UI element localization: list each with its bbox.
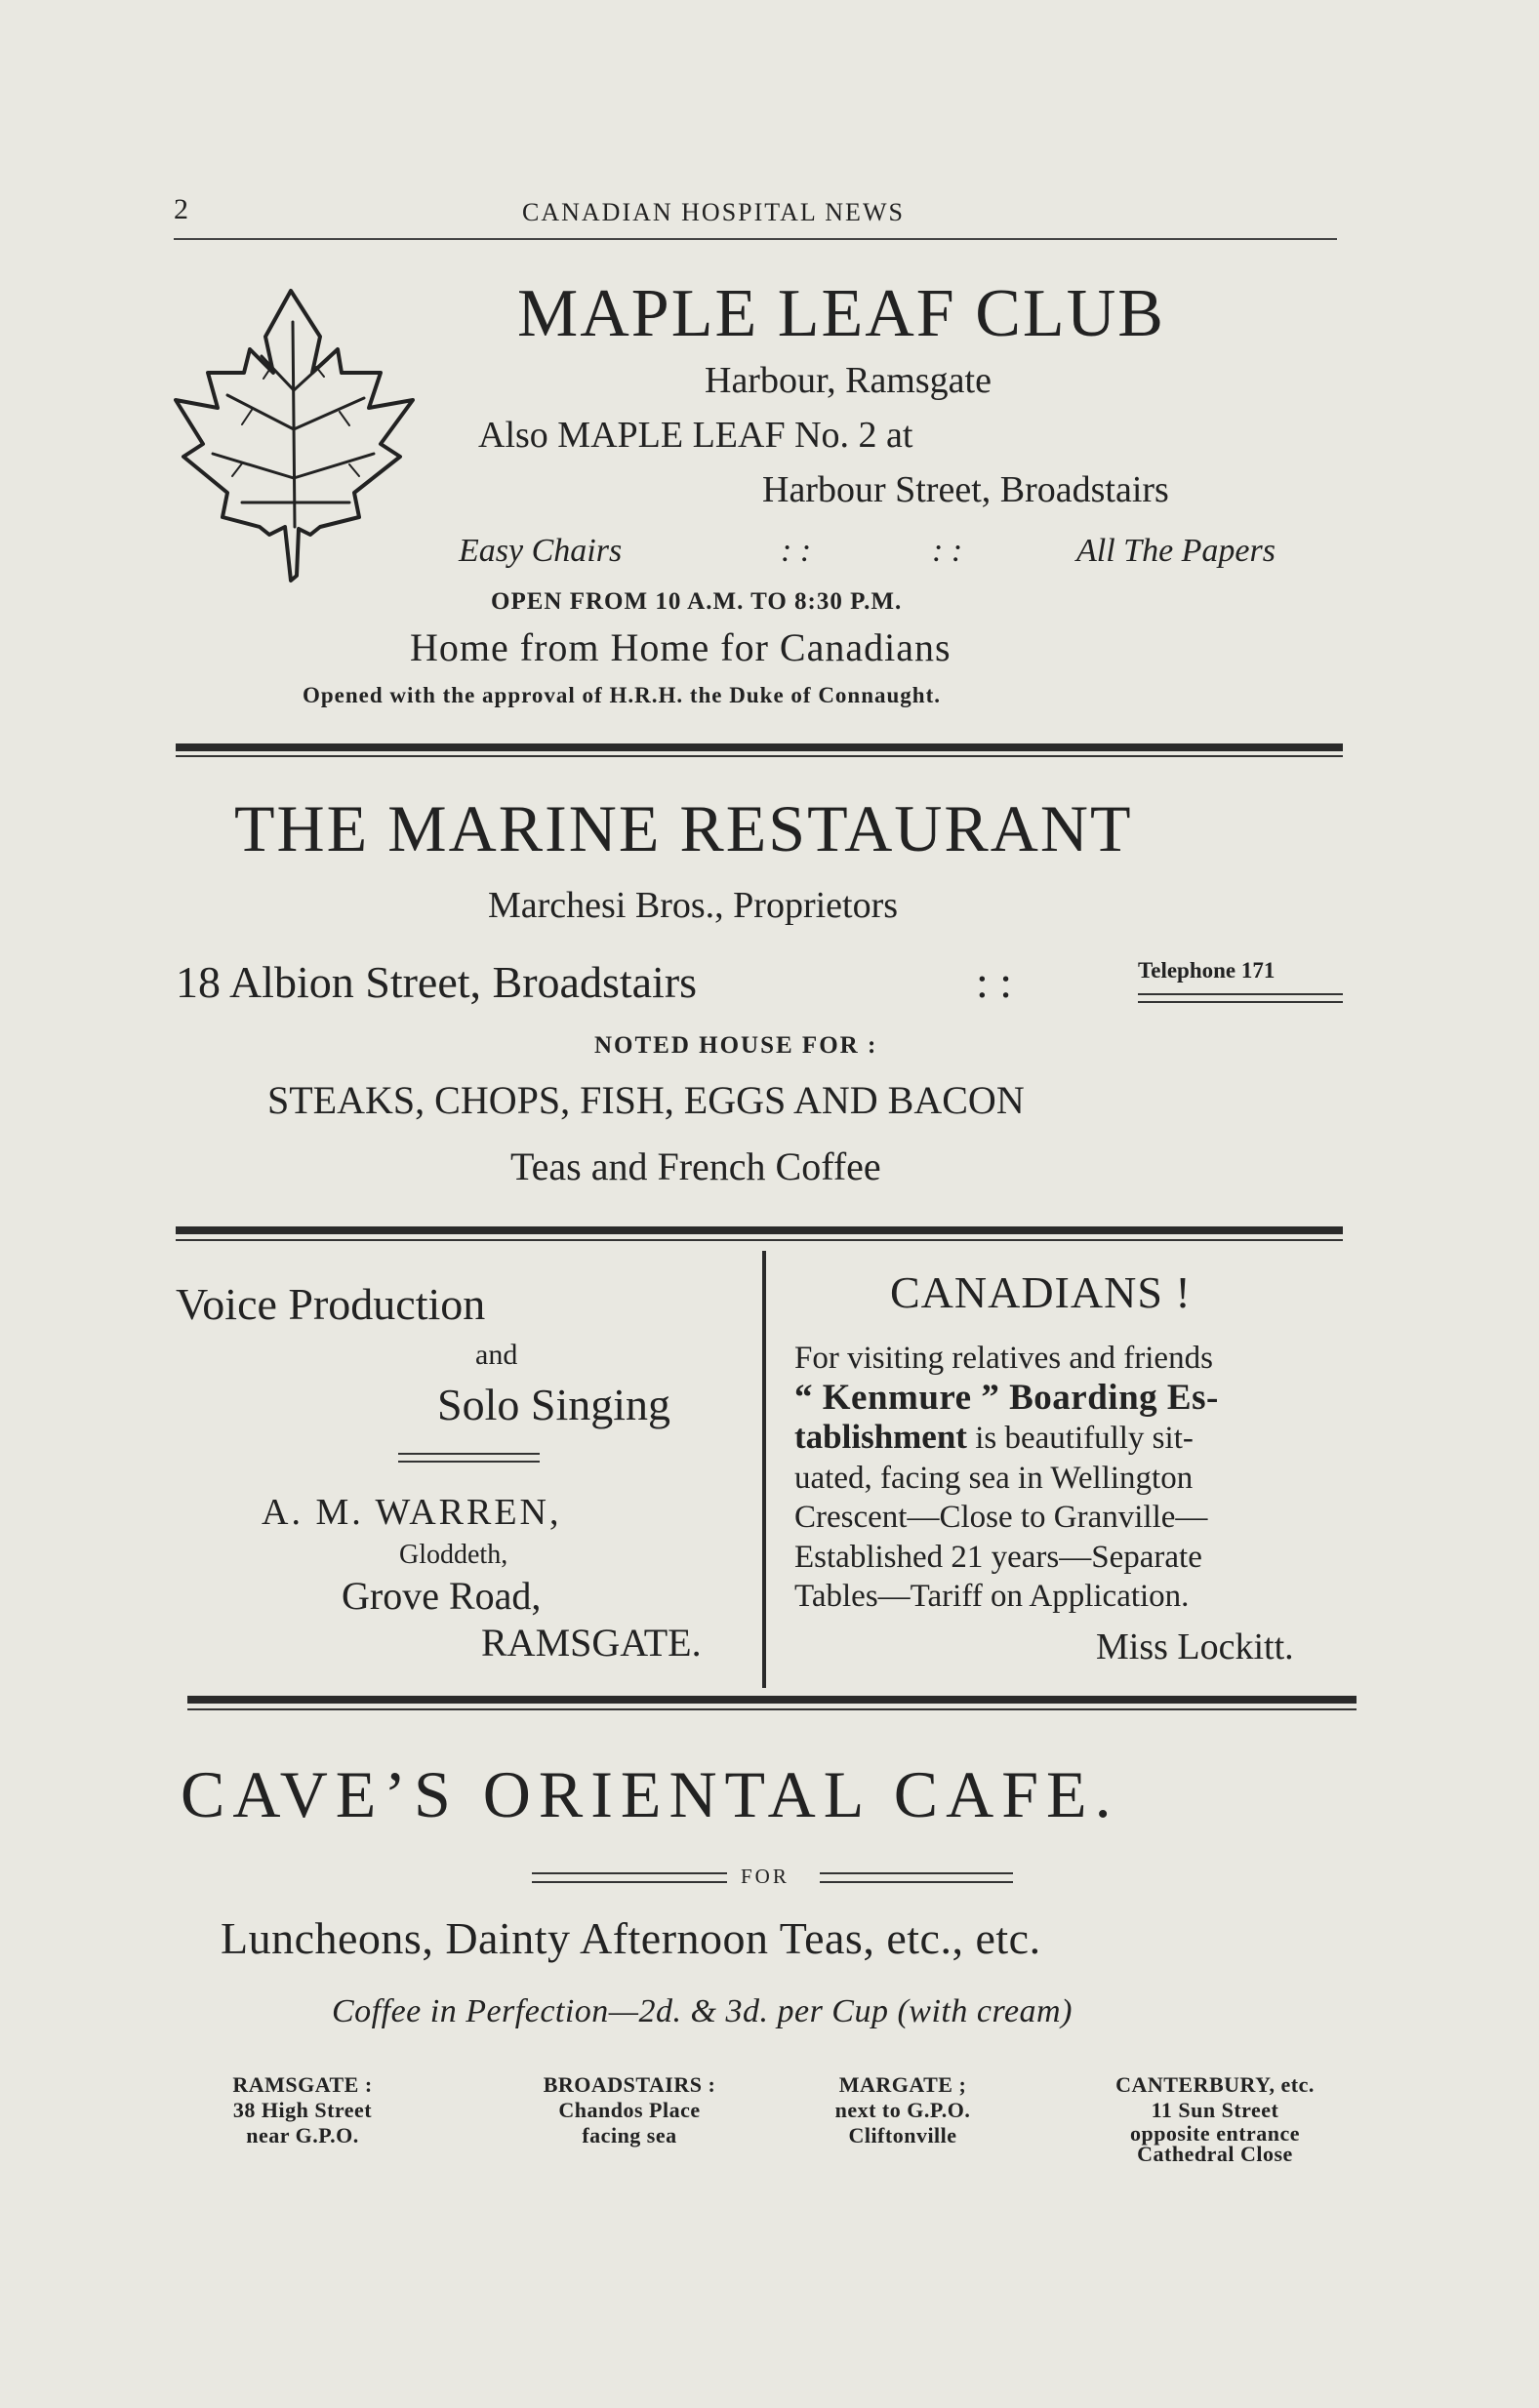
- branch-line: opposite entrance: [1129, 2121, 1301, 2146]
- publication-header: CANADIAN HOSPITAL NEWS: [522, 198, 905, 226]
- branch-broadstairs: [503, 2072, 756, 2148]
- canadians-body: [794, 1339, 1360, 1617]
- voice-name: A. M. WARREN,: [262, 1492, 562, 1533]
- caves-for-rule-right-2: [820, 1881, 1013, 1883]
- marine-telephone: Telephone 171: [1138, 958, 1276, 983]
- canadians-title: CANADIANS !: [890, 1267, 1192, 1317]
- canadians-line: Tables—Tariff on Application.: [794, 1579, 1190, 1614]
- voice-rule-2: [398, 1461, 540, 1463]
- maple-sep-2: : :: [932, 533, 963, 569]
- canadians-line: uated, facing sea in Wellington: [794, 1460, 1194, 1496]
- canadians-line: For visiting relatives and friends: [794, 1341, 1213, 1376]
- caves-coffee: Coffee in Perfection—2d. & 3d. per Cup (with cream): [332, 1993, 1073, 2029]
- canadians-line: “ Kenmure ” Boarding Es-: [794, 1377, 1219, 1418]
- voice-rule-1: [398, 1453, 540, 1455]
- maple-also-address: Harbour Street, Broadstairs: [762, 469, 1169, 510]
- maple-approval: Opened with the approval of H.R.H. the Duke of Connaught.: [303, 683, 942, 707]
- branch-line: 11 Sun Street: [1151, 2098, 1279, 2122]
- branch-line: Chandos Place: [558, 2098, 701, 2122]
- canadians-line: tablishment is beautifully sit-: [794, 1418, 1194, 1456]
- voice-town: RAMSGATE.: [481, 1621, 702, 1665]
- divider-3-thin: [187, 1708, 1357, 1710]
- branch-ramsgate: [176, 2072, 429, 2148]
- voice-line-2: and: [475, 1339, 518, 1371]
- branch-town: CANTERBURY, etc.: [1115, 2072, 1315, 2097]
- divider-2-thin: [176, 1239, 1343, 1241]
- branch-line: next to G.P.O.: [834, 2098, 971, 2122]
- divider-3: [187, 1696, 1357, 1704]
- branch-line: facing sea: [582, 2123, 677, 2147]
- maple-title: MAPLE LEAF CLUB: [517, 276, 1165, 351]
- marine-drinks: Teas and French Coffee: [510, 1144, 881, 1188]
- maple-amenity-right: All The Papers: [1076, 533, 1276, 569]
- branch-town: RAMSGATE :: [232, 2072, 373, 2097]
- branch-margate: [790, 2072, 1015, 2148]
- maple-slogan: Home from Home for Canadians: [410, 625, 952, 669]
- branch-line: 38 High Street: [232, 2098, 373, 2122]
- divider-2: [176, 1226, 1343, 1234]
- maple-sep-1: : :: [781, 533, 812, 569]
- marine-sep: : :: [976, 957, 1013, 1007]
- caves-for-rule-right-1: [820, 1872, 1013, 1874]
- divider-1-thin: [176, 755, 1343, 757]
- divider-1: [176, 743, 1343, 751]
- voice-house: Gloddeth,: [399, 1540, 508, 1570]
- marine-proprietors: Marchesi Bros., Proprietors: [488, 885, 899, 926]
- marine-title: THE MARINE RESTAURANT: [234, 791, 1133, 865]
- canadians-signature: Miss Lockitt.: [1096, 1626, 1294, 1667]
- column-divider: [762, 1251, 766, 1688]
- voice-line-1: Voice Production: [176, 1279, 486, 1329]
- marine-noted: NOTED HOUSE FOR :: [594, 1032, 878, 1059]
- maple-location: Harbour, Ramsgate: [705, 360, 992, 401]
- voice-road: Grove Road,: [342, 1574, 542, 1618]
- caves-for: FOR: [741, 1865, 790, 1888]
- branch-line: Cliftonville: [848, 2123, 957, 2147]
- page-number: 2: [174, 193, 188, 225]
- telephone-underline-2: [1138, 1001, 1343, 1003]
- canadians-line: Established 21 years—Separate: [794, 1539, 1202, 1575]
- caves-title: CAVE’S ORIENTAL CAFE.: [181, 1757, 1119, 1831]
- caves-for-rule-left-2: [532, 1881, 727, 1883]
- branch-line: Cathedral Close: [1137, 2142, 1293, 2166]
- voice-line-3: Solo Singing: [437, 1380, 671, 1429]
- maple-also: Also MAPLE LEAF No. 2 at: [478, 415, 913, 456]
- branch-town: MARGATE ;: [838, 2072, 967, 2097]
- maple-hours: OPEN FROM 10 A.M. TO 8:30 P.M.: [491, 588, 903, 615]
- marine-address: 18 Albion Street, Broadstairs: [176, 957, 698, 1007]
- marine-specials: STEAKS, CHOPS, FISH, EGGS AND BACON: [267, 1078, 1025, 1122]
- canadians-line: Crescent—Close to Granville—: [794, 1500, 1208, 1535]
- maple-leaf-icon: [174, 283, 418, 585]
- caves-for-rule-left-1: [532, 1872, 727, 1874]
- branch-town: BROADSTAIRS :: [543, 2072, 716, 2097]
- branch-line: near G.P.O.: [246, 2123, 359, 2147]
- branch-canterbury: [1069, 2072, 1361, 2164]
- telephone-underline-1: [1138, 993, 1343, 995]
- maple-amenity-left: Easy Chairs: [459, 533, 623, 569]
- header-rule: [174, 238, 1337, 240]
- caves-offer: Luncheons, Dainty Afternoon Teas, etc., etc.: [221, 1913, 1041, 1963]
- canadians-bold-word: tablishment: [794, 1418, 967, 1456]
